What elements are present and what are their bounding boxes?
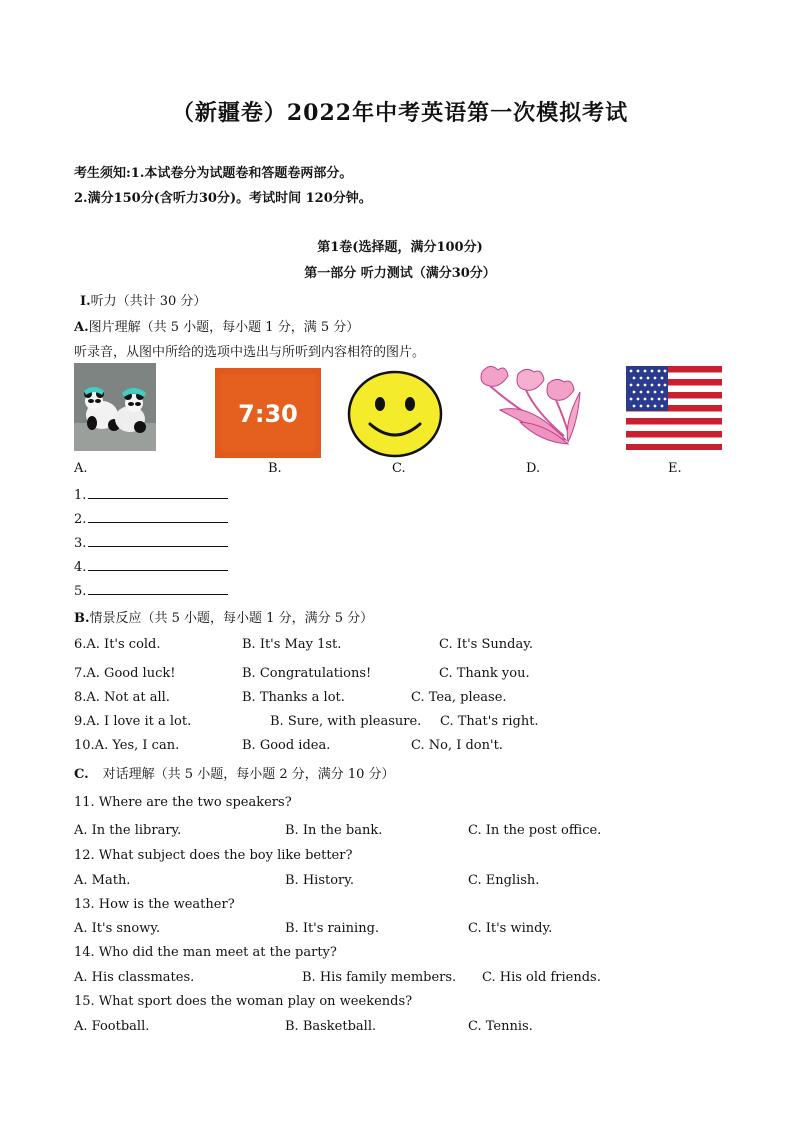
answer-blank-line[interactable]: [88, 582, 228, 595]
volume-heading: 第1卷(选择题，满分100分): [317, 240, 483, 255]
option-6c[interactable]: C. It's Sunday.: [439, 637, 533, 652]
option-15a[interactable]: A. Football.: [74, 1019, 150, 1034]
option-8c[interactable]: C. Tea, please.: [411, 690, 507, 705]
answer-blank-line[interactable]: [88, 486, 228, 499]
answer-blank-line[interactable]: [88, 534, 228, 547]
option-8a[interactable]: 8.A. Not at all.: [74, 690, 170, 705]
section-b-heading: [74, 607, 373, 626]
option-15b[interactable]: B. Basketball.: [285, 1019, 377, 1034]
answer-blank-1: [74, 486, 228, 503]
section-a-instruction: 听录音，从图中所给的选项中选出与所听到内容相符的图片。: [74, 345, 426, 360]
picture-pandas: [74, 363, 156, 451]
option-11a[interactable]: A. In the library.: [74, 823, 182, 838]
option-11b[interactable]: B. In the bank.: [285, 823, 383, 838]
section-a-letter: A.: [74, 320, 89, 335]
option-12c[interactable]: C. English.: [468, 873, 540, 888]
notice-line-1: 考生须知:1.本试卷分为试题卷和答题卷两部分。: [74, 166, 353, 181]
picture-label-d: D.: [526, 461, 541, 476]
section-c-letter: C.: [74, 767, 89, 782]
section-one-number: I.: [80, 294, 91, 309]
section-c-label: 对话理解（共 5 小题，每小题 2 分，满分 10 分）: [102, 767, 395, 782]
picture-us-flag: [626, 366, 722, 450]
picture-label-c: C.: [392, 461, 406, 476]
question-13: 13. How is the weather?: [74, 897, 235, 912]
option-14c[interactable]: C. His old friends.: [482, 970, 601, 985]
option-15c[interactable]: C. Tennis.: [468, 1019, 533, 1034]
question-15: 15. What sport does the woman play on weekends?: [74, 994, 413, 1009]
option-13a[interactable]: A. It's snowy.: [74, 921, 161, 936]
option-13b[interactable]: B. It's raining.: [285, 921, 380, 936]
section-one-label: 听力（共计 30 分）: [90, 294, 207, 309]
picture-label-b: B.: [268, 461, 282, 476]
picture-label-a: A.: [74, 461, 88, 476]
picture-clock: [215, 368, 321, 458]
answer-blank-number: 4.: [74, 560, 87, 575]
answer-blank-number: 3.: [74, 536, 87, 551]
option-14b[interactable]: B. His family members.: [302, 970, 457, 985]
answer-blank-2: [74, 510, 228, 527]
answer-blank-3: [74, 534, 228, 551]
answer-blank-4: [74, 558, 228, 575]
answer-blank-number: 2.: [74, 512, 87, 527]
option-11c[interactable]: C. In the post office.: [468, 823, 602, 838]
option-6b[interactable]: B. It's May 1st.: [242, 637, 342, 652]
answer-blank-5: [74, 582, 228, 599]
option-10b[interactable]: B. Good idea.: [242, 738, 331, 753]
section-c-heading: [74, 763, 395, 782]
clock-text: 7:30: [238, 400, 298, 428]
section-a-label: 图片理解（共 5 小题，每小题 1 分，满 5 分）: [88, 320, 360, 335]
option-13c[interactable]: C. It's windy.: [468, 921, 553, 936]
question-11: 11. Where are the two speakers?: [74, 795, 292, 810]
page-title: （新疆卷）2022年中考英语第一次模拟考试: [171, 100, 629, 126]
section-one-heading: [80, 290, 206, 309]
option-9b[interactable]: B. Sure, with pleasure.: [270, 714, 422, 729]
section-a-heading: [74, 316, 359, 335]
answer-blank-number: 1.: [74, 488, 87, 503]
option-6a[interactable]: 6.A. It's cold.: [74, 637, 161, 652]
section-b-label: 情景反应（共 5 小题，每小题 1 分，满分 5 分）: [89, 611, 374, 626]
notice-line-2: 2.满分150分(含听力30分)。考试时间 120分钟。: [74, 191, 372, 206]
picture-label-e: E.: [668, 461, 682, 476]
picture-smiley: [346, 370, 444, 458]
question-14: 14. Who did the man meet at the party?: [74, 945, 337, 960]
option-8b[interactable]: B. Thanks a lot.: [242, 690, 345, 705]
section-b-letter: B.: [74, 611, 90, 626]
option-9c[interactable]: C. That's right.: [440, 714, 539, 729]
answer-blank-number: 5.: [74, 584, 87, 599]
answer-blank-line[interactable]: [88, 510, 228, 523]
option-10a[interactable]: 10.A. Yes, I can.: [74, 738, 180, 753]
answer-blank-line[interactable]: [88, 558, 228, 571]
picture-tulips: [460, 362, 590, 458]
option-7c[interactable]: C. Thank you.: [439, 666, 530, 681]
option-12b[interactable]: B. History.: [285, 873, 354, 888]
option-7b[interactable]: B. Congratulations!: [242, 666, 372, 681]
part-heading: 第一部分 听力测试（满分30分）: [304, 266, 496, 281]
option-10c[interactable]: C. No, I don't.: [411, 738, 503, 753]
option-14a[interactable]: A. His classmates.: [74, 970, 195, 985]
option-12a[interactable]: A. Math.: [74, 873, 131, 888]
question-12: 12. What subject does the boy like better?: [74, 848, 353, 863]
option-7a[interactable]: 7.A. Good luck!: [74, 666, 176, 681]
option-9a[interactable]: 9.A. I love it a lot.: [74, 714, 192, 729]
